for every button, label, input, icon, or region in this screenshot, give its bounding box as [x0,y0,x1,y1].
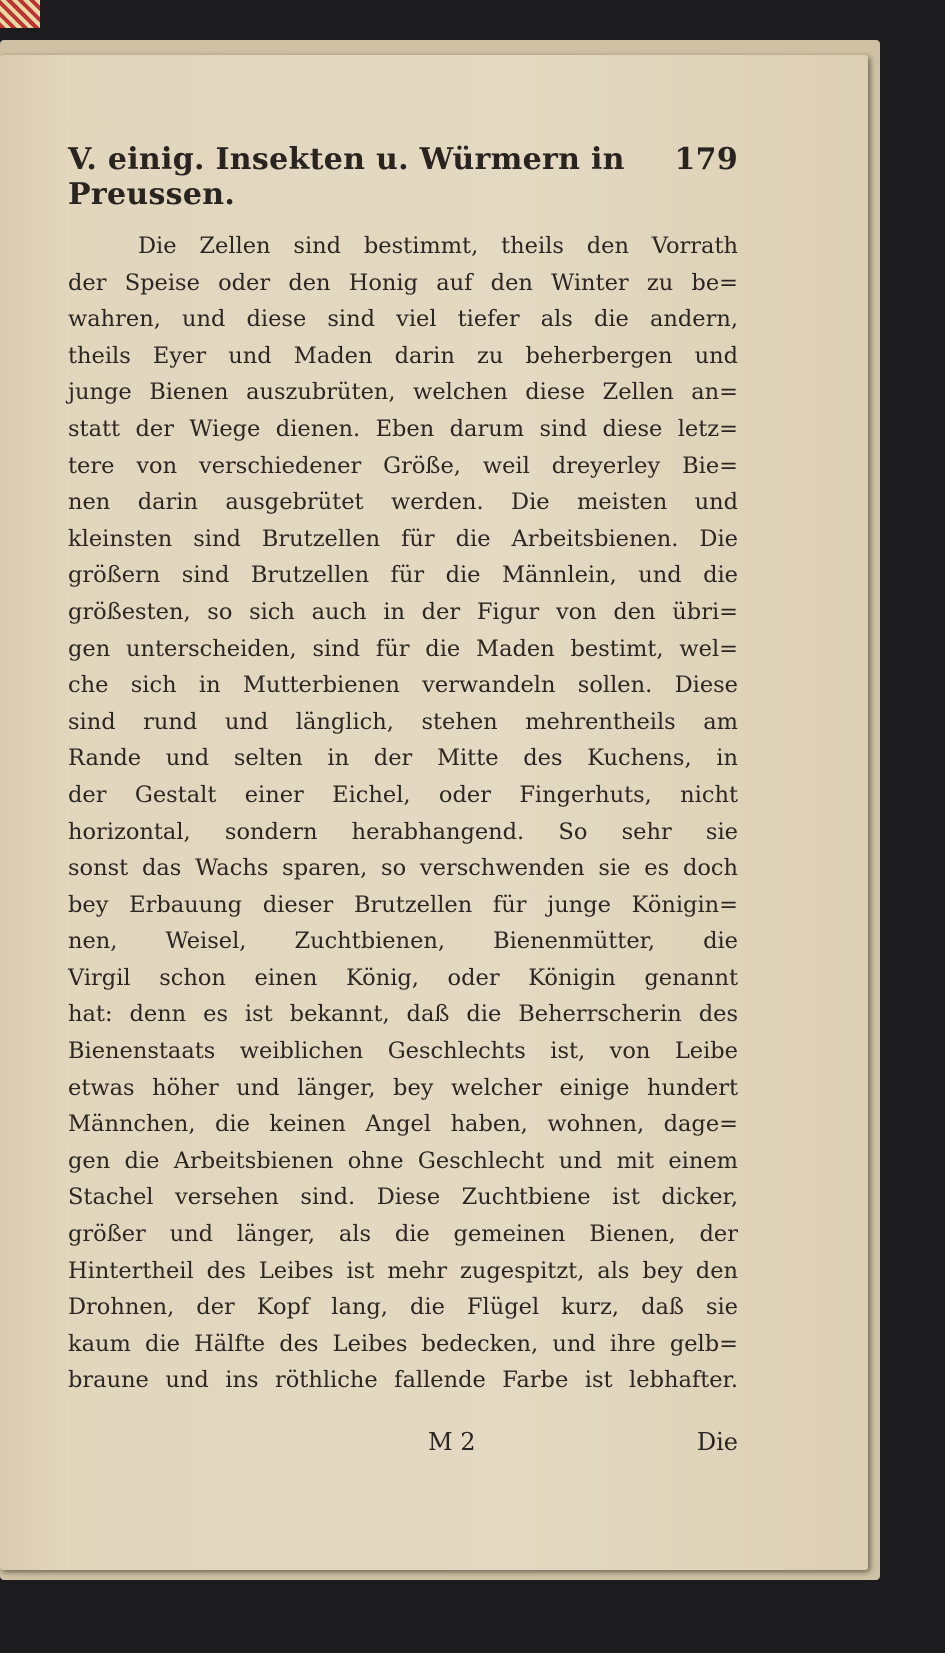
text-line: tere von verschiedener Größe, weil dreyerley Bie= [68,452,738,479]
text-line: bey Erbauung dieser Brutzellen für junge Königin= [68,891,738,918]
page-number: 179 [674,142,738,177]
text-line: Bienenstaats weiblichen Geschlechts ist, von Leibe [68,1038,738,1065]
text-line: Rande und selten in der Mitte des Kuchens, in [68,745,738,772]
text-line: etwas höher und länger, bey welcher einige hundert [68,1074,738,1101]
catchword: Die [696,1428,738,1456]
text-line: Virgil schon einen König, oder Königin genannt [68,964,738,991]
text-line: Die Zellen sind bestimmt, theils den Vorrath [138,233,738,259]
bookmark-ribbon [0,0,40,28]
text-line: braune und ins röthliche fallende Farbe ist lebhafter. [68,1367,738,1394]
signature-mark: M 2 [428,1428,476,1456]
text-line: gen die Arbeitsbienen ohne Geschlecht und mit einem [68,1147,738,1174]
text-line: kaum die Hälfte des Leibes bedecken, und ihre gelb= [68,1330,738,1357]
text-line: nen darin ausgebrütet werden. Die meisten und [68,489,738,516]
running-title: V. einig. Insekten u. Würmern in Preussen. [68,142,625,212]
text-line: der Speise oder den Honig auf den Winter zu be= [68,269,738,296]
text-line: gen unterscheiden, sind für die Maden bestimt, wel= [68,635,738,662]
text-line: sonst das Wachs sparen, so verschwenden sie es doch [68,855,738,882]
text-line: kleinsten sind Brutzellen für die Arbeitsbienen. Die [68,525,738,552]
body-text [68,228,738,1399]
text-line: horizontal, sondern herabhangend. So sehr sie [68,818,738,845]
text-line: hat: denn es ist bekannt, daß die Beherrscherin des [68,1001,738,1028]
running-header [68,142,738,212]
text-line: größern sind Brutzellen für die Männlein, und die [68,562,738,589]
text-line: nen, Weisel, Zuchtbienen, Bienenmütter, die [68,928,738,955]
text-line: wahren, und diese sind viel tiefer als die andern, [68,306,738,333]
text-line: che sich in Mutterbienen verwandeln sollen. Diese [68,672,738,699]
text-line: größer und länger, als die gemeinen Bienen, der [68,1221,738,1248]
text-line: statt der Wiege dienen. Eben darum sind diese letz= [68,415,738,442]
text-line: Hintertheil des Leibes ist mehr zugespitzt, als bey den [68,1257,738,1284]
text-line: der Gestalt einer Eichel, oder Fingerhuts, nicht [68,781,738,808]
text-line: sind rund und länglich, stehen mehrentheils am [68,708,738,735]
text-line: Drohnen, der Kopf lang, die Flügel kurz, daß sie [68,1294,738,1321]
text-line: Stachel versehen sind. Diese Zuchtbiene ist dicker, [68,1184,738,1211]
text-line: Männchen, die keinen Angel haben, wohnen, dage= [68,1111,738,1138]
text-line: theils Eyer und Maden darin zu beherbergen und [68,342,738,369]
text-line: größesten, so sich auch in der Figur von den übri= [68,598,738,625]
text-line: junge Bienen auszubrüten, welchen diese Zellen an= [68,379,738,406]
